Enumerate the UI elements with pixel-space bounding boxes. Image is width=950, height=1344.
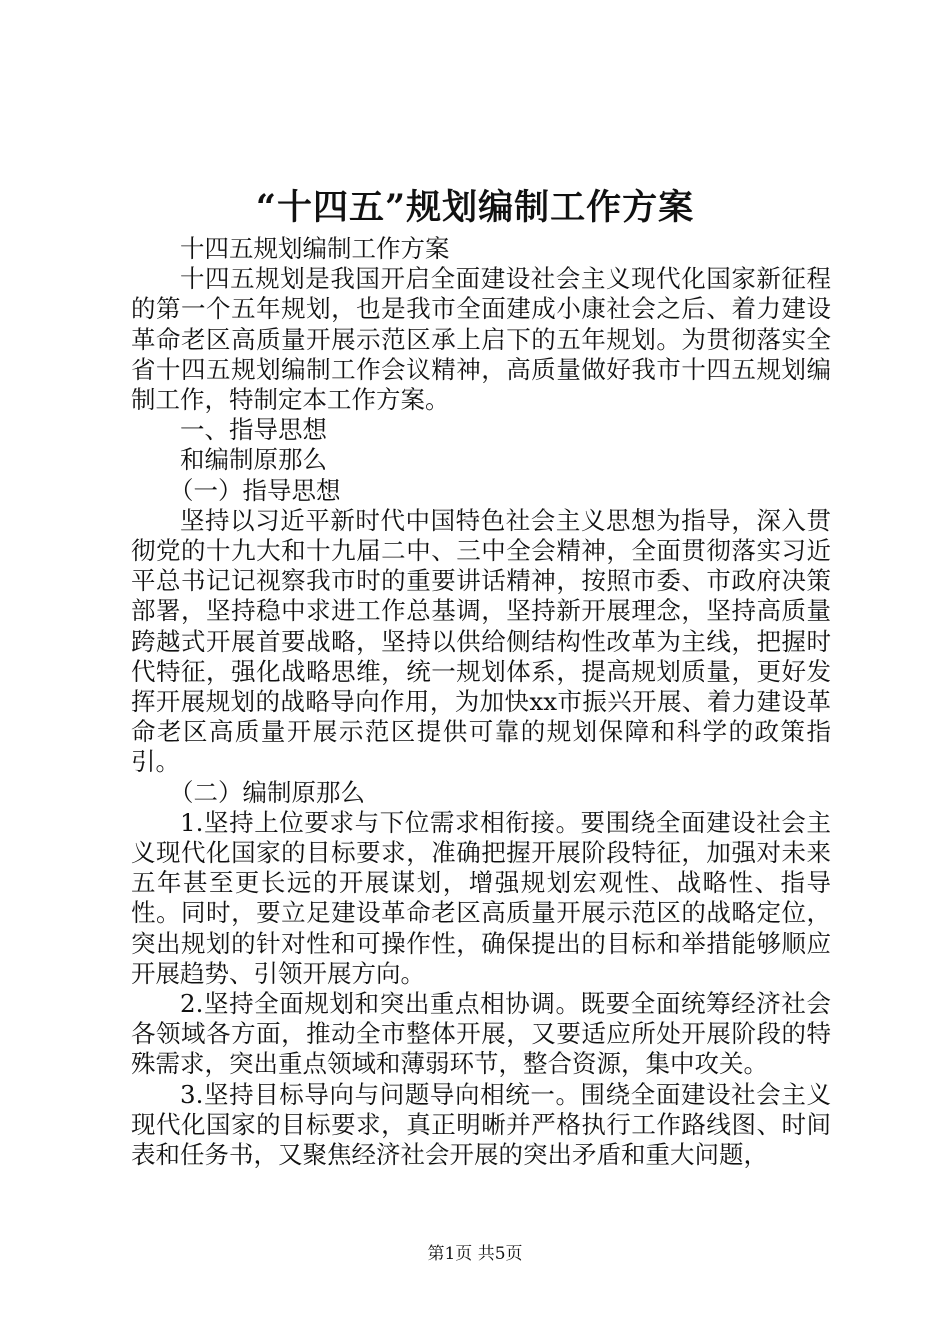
paragraph-guiding-thought: 坚持以习近平新时代中国特色社会主义思想为指导，深入贯彻党的十九大和十九届二中、三中全会精神，全面贯彻落实习近平总书记记视察我市时的重要讲话精神，按照市委、市政府决策部署，坚持稳中求进工作总基调，坚持新开展理念，坚持高质量跨越式开展首要战略，坚持以供给侧结构性改革为主线，把握时代特征，强化战略思维，统一规划体系，提高规划质量，更好发挥开展规划的战略导向作用，为加快xx市振兴开展、着力建设革命老区高质量开展示范区提供可靠的规划保障和科学的政策指引。 [131, 505, 831, 777]
principle-item-3: 3.坚持目标导向与问题导向相统一。围绕全面建设社会主义现代化国家的目标要求，真正明晰并严格执行工作路线图、时间表和任务书，又聚焦经济社会开展的突出矛盾和重大问题， [131, 1079, 831, 1170]
page-number-footer: 第1页 共5页 [427, 1244, 523, 1264]
paragraph-intro: 十四五规划是我国开启全面建设社会主义现代化国家新征程的第一个五年规划，也是我市全面建成小康社会之后、着力建设革命老区高质量开展示范区承上启下的五年规划。为贯彻落实全省十四五规划编制工作会议精神，高质量做好我市十四五规划编制工作，特制定本工作方案。 [131, 264, 831, 415]
section-heading-1: 一、指导思想 [180, 415, 327, 445]
section-heading-1-cont: 和编制原那么 [180, 445, 327, 475]
principle-item-1: 1.坚持上位要求与下位需求相衔接。要围绕全面建设社会主义现代化国家的目标要求，准确把握开展阶段特征，加强对未来五年甚至更长远的开展谋划，增强规划宏观性、战略性、指导性。同时，要立足建设革命老区高质量开展示范区的战略定位，突出规划的针对性和可操作性，确保提出的目标和举措能够顺应开展趋势、引领开展方向。 [131, 807, 831, 988]
paragraph-heading: 十四五规划编制工作方案 [180, 234, 450, 263]
subsection-heading-1: （一）指导思想 [169, 475, 341, 505]
document-body [131, 234, 831, 1170]
subsection-heading-2: （二）编制原那么 [169, 777, 365, 807]
document-title: “十四五”规划编制工作方案 [255, 187, 695, 228]
principle-item-2: 2.坚持全面规划和突出重点相协调。既要全面统筹经济社会各领域各方面，推动全市整体开展，又要适应所处开展阶段的特殊需求，突出重点领域和薄弱环节，整合资源，集中攻关。 [131, 989, 831, 1079]
